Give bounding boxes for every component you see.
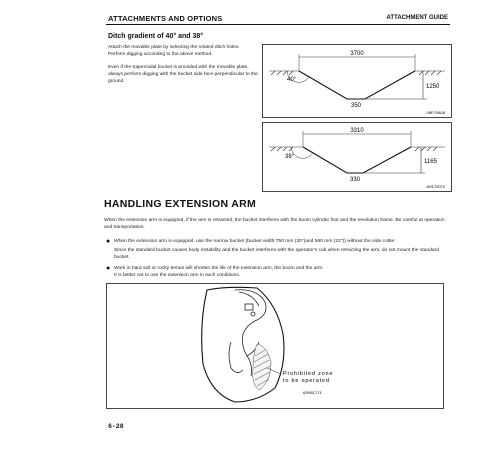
bullet-2-text-a: Work in hard soil or rocky terrain will shorten the life of the extension arm, the boom and the arm.: [114, 266, 324, 271]
ground-hatching: [269, 71, 445, 75]
extension-arm-intro: When the extension arm is equipped, if the arm is retracted, the bucket interferes with the boom cylinder foot and the revolution frame. Be careful at operation and transportation.: [104, 218, 445, 230]
ditch-gradient-title: Ditch gradient of 40° and 38°: [108, 33, 204, 40]
width-label: 3310: [350, 128, 364, 134]
bottom-label: 350: [350, 103, 362, 109]
ditch-profile: [299, 71, 415, 99]
figure-code: 06F70A06: [426, 110, 445, 115]
ground-hatching: [269, 147, 445, 151]
angle-label: 38°: [285, 154, 295, 160]
ditch-38-diagram: [263, 123, 451, 191]
bottom-label: 330: [349, 177, 361, 183]
depth-label: 1165: [424, 159, 437, 165]
excavator-reach-diagram: [107, 284, 443, 408]
section-header: ATTACHMENTS AND OPTIONS: [108, 14, 223, 23]
ditch-40-diagram: [263, 45, 451, 117]
width-label: 3700: [350, 51, 364, 57]
depth-label: 1250: [426, 84, 440, 90]
ditch-profile: [303, 147, 411, 173]
angle-label: 40°: [287, 77, 297, 83]
bullet-1-text-b: Since the standard bucket causes body instability and the bucket interferes with the operator's cab when retracting the arm, do not mount the standard bucket.: [114, 248, 439, 260]
ditch-para-1: Attach the movable plate by selecting the related ditch holes. Perform digging according to the above method.: [108, 45, 240, 57]
bullet-1-text-a: When the extension arm is equipped, use the narrow bucket (bucket width:750 mm (30")and 560 mm (22")) without the side cutter.: [114, 239, 396, 244]
bullet-1: ●: [106, 238, 111, 245]
guide-header: ATTACHMENT GUIDE: [386, 15, 448, 21]
prohibited-zone-label-1: Prohibited zone: [283, 371, 334, 377]
prohibited-zone-hatch: [253, 344, 271, 390]
angle-arc: [291, 147, 313, 158]
ditch-para-2: Even if the trapezoidal bucket is provided with the movable plate, always perform digging with the bucket side face perpendicular to the ground.: [108, 65, 258, 84]
prohibited-zone-label-2: to be operated: [283, 378, 330, 384]
figure-code: 6H170072: [426, 184, 445, 189]
header-rule: [106, 24, 450, 25]
bullet-2-text-b: It is better not to use the extension arm in such conditions.: [114, 273, 241, 278]
prohibited-zone-figure: [106, 283, 444, 409]
figure-code: 6JM51771: [303, 390, 322, 395]
ditch-38-figure: [262, 122, 452, 192]
ditch-40-figure: [262, 44, 452, 118]
page-number: 6-28: [108, 423, 124, 430]
bullet-2: ●: [106, 265, 111, 272]
extension-arm-title: HANDLING EXTENSION ARM: [104, 198, 257, 210]
